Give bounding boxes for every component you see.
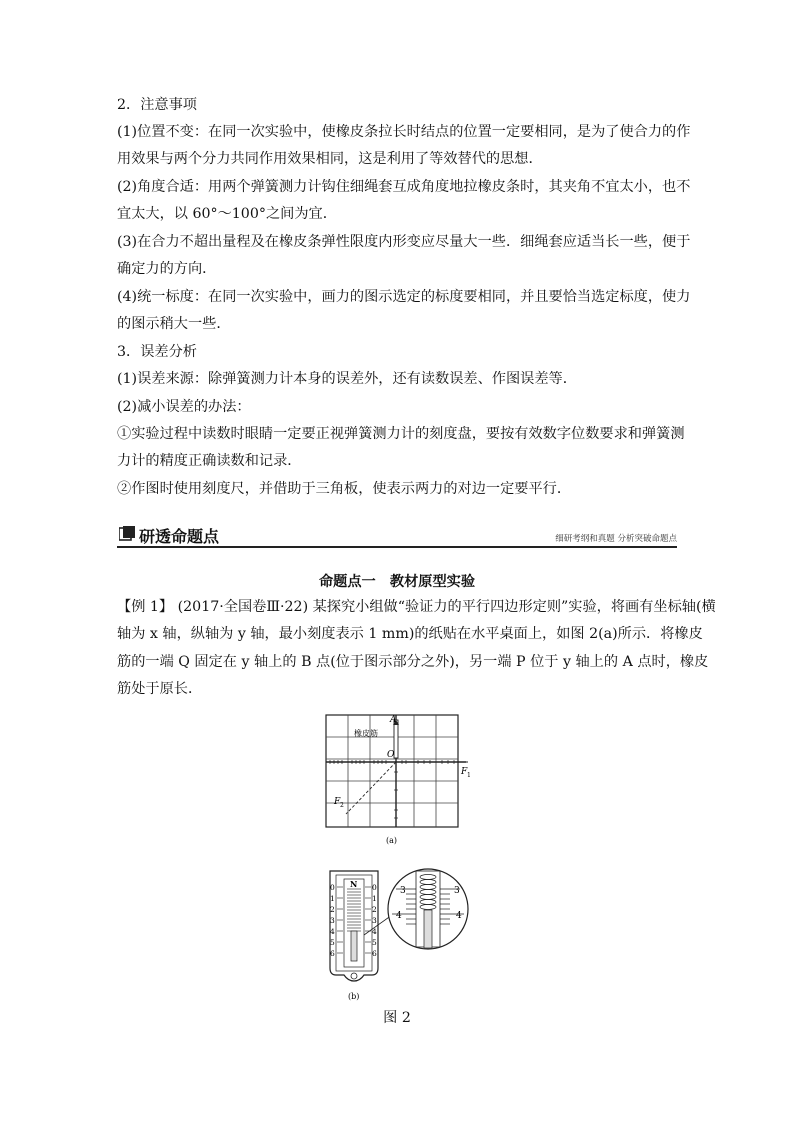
zoom-label-3-right: 3 <box>454 886 460 896</box>
section-header <box>117 522 677 548</box>
svg-text:0: 0 <box>330 883 335 892</box>
example-line: 筋处于原长． <box>117 681 203 697</box>
svg-text:6: 6 <box>372 949 377 958</box>
label-o: O <box>387 750 395 760</box>
figure-b-sublabel: (b) <box>348 992 360 1001</box>
grid-border <box>326 715 458 827</box>
svg-text:2: 2 <box>372 905 377 914</box>
text-line: (1)位置不变：在同一次实验中，使橡皮条拉长时结点的位置一定要相同，是为了使合力的作 <box>117 124 691 140</box>
figure-a-sublabel: (a) <box>386 836 398 845</box>
text-line: 力计的精度正确读数和记录． <box>117 453 302 469</box>
svg-text:1: 1 <box>372 894 377 903</box>
text-line: (3)在合力不超出量程及在橡皮条弹性限度内形变应尽量大一些．细绳套应适当长一些，便于 <box>117 234 691 250</box>
text-line: 宜太大，以 60°～100°之间为宜． <box>117 206 337 222</box>
text-line: (2)减小误差的办法： <box>117 399 251 415</box>
text-line: (4)统一标度：在同一次实验中，画力的图示选定的标度要相同，并且要恰当选定标度，使力 <box>117 289 691 305</box>
example-line: 筋的一端 Q 固定在 y 轴上的 B 点(位于图示部分之外)，另一端 P 位于 y 轴上的 A 点时，橡皮 <box>117 654 709 670</box>
figure-caption: 图 2 <box>383 1010 411 1026</box>
label-n: N <box>350 879 358 889</box>
svg-text:2: 2 <box>330 905 335 914</box>
section-subtitle: 细研考纲和真题 分析突破命题点 <box>555 534 677 544</box>
example-line: 【例 1】 (2017·全国卷Ⅲ·22) 某探究小组做“验证力的平行四边形定则”实验，将画有坐标轴(横 <box>117 599 716 615</box>
label-f1: F <box>461 767 468 777</box>
topic-title: 命题点一 教材原型实验 <box>318 574 476 590</box>
heading-precautions: 2．注意事项 <box>117 97 197 113</box>
text-line: ①实验过程中读数时眼睛一定要正视弹簧测力计的刻度盘，要按有效数字位数要求和弹簧测 <box>117 426 685 442</box>
svg-text:5: 5 <box>330 938 335 947</box>
svg-text:0: 0 <box>372 883 377 892</box>
svg-text:4: 4 <box>330 927 335 936</box>
zoom-label-4-left: 4 <box>396 911 402 921</box>
text-line: 用效果与两个分力共同作用效果相同，这是利用了等效替代的思想． <box>117 151 543 167</box>
zoom-label-3-left: 3 <box>400 886 406 896</box>
text-line: 确定力的方向． <box>117 261 217 277</box>
section-title: 研透命题点 <box>139 527 220 546</box>
rubber-band <box>394 720 398 758</box>
svg-text:5: 5 <box>372 938 377 947</box>
heading-error-analysis: 3．误差分析 <box>117 344 197 360</box>
text-line: 的图示稍大一些． <box>117 316 231 332</box>
svg-text:4: 4 <box>372 927 377 936</box>
scale-left-numbers <box>330 883 335 958</box>
svg-text:6: 6 <box>330 949 335 958</box>
example-line: 轴为 x 轴，纵轴为 y 轴，最小刻度表示 1 mm)的纸贴在水平桌面上，如图 2(a)所示．将橡皮 <box>117 626 703 642</box>
svg-text:3: 3 <box>330 916 335 925</box>
scale-pointer-rod <box>351 931 357 961</box>
label-f2-sub: 2 <box>340 802 344 809</box>
label-a: A <box>390 715 397 725</box>
text-line: (2)角度合适：用两个弹簧测力计钩住细绳套互成角度地拉橡皮条时，其夹角不宜太小，也不 <box>117 179 691 195</box>
text-line: ②作图时使用刻度尺，并借助于三角板，使表示两力的对边一定要平行． <box>117 481 572 497</box>
scale-right-numbers <box>372 883 377 958</box>
section-rule <box>117 546 677 548</box>
figure-a-grid <box>318 710 478 850</box>
label-f2: F <box>334 797 341 807</box>
svg-text:3: 3 <box>372 916 377 925</box>
spring-coils <box>347 889 361 931</box>
zoom-pointer-rod <box>424 910 432 948</box>
figure-b-spring-scale <box>320 865 480 1005</box>
label-f1-sub: 1 <box>467 772 471 779</box>
section-square-icon <box>119 526 135 542</box>
text-line: (1)误差来源：除弹簧测力计本身的误差外，还有读数误差、作图误差等． <box>117 371 577 387</box>
svg-text:1: 1 <box>330 894 335 903</box>
label-rubber-band: 橡皮筋 <box>354 729 378 738</box>
zoom-label-4-right: 4 <box>456 911 462 921</box>
